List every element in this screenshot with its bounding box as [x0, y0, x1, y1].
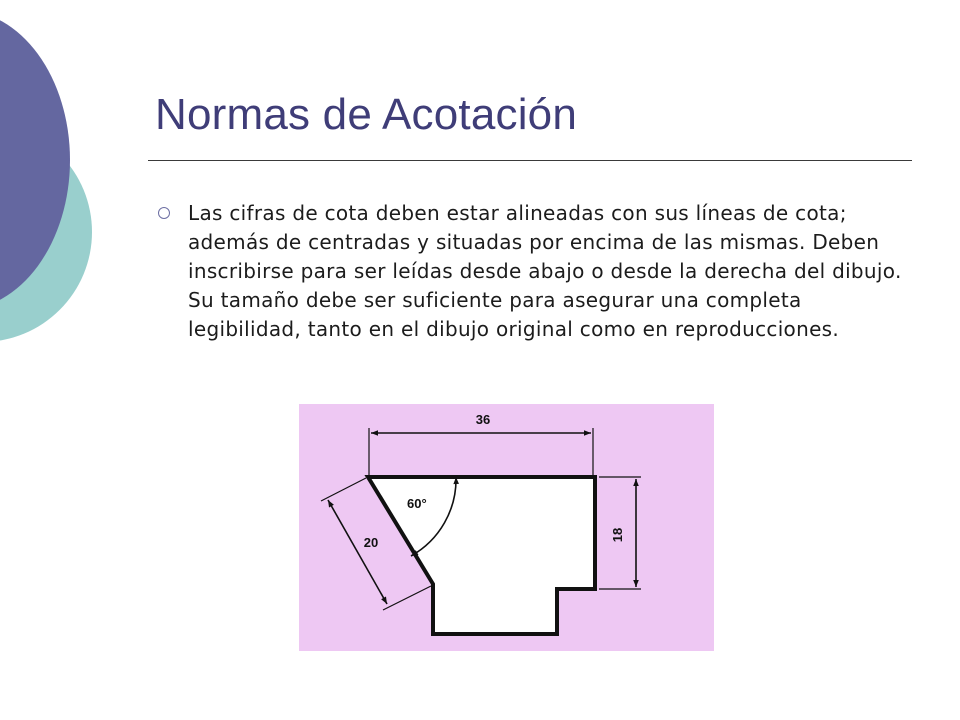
decorative-circles [0, 0, 120, 400]
angle-label: 60° [407, 496, 427, 511]
dimension-label-right: 18 [610, 527, 625, 543]
bullet-icon [158, 207, 170, 219]
dimension-label-slant: 20 [363, 535, 379, 550]
bullet-text: Las cifras de cota deben estar alineadas con sus líneas de cota; además de centradas y situadas por encima de las mismas. Deben inscribirse para ser leídas desde abajo o desde la derecha del dibujo. Su tamaño debe ser suficiente para asegurar una completa legibilidad, tanto en el dibujo original como en reproducciones. [188, 201, 902, 341]
slide-title: Normas de Acotación [155, 90, 578, 139]
title-divider [148, 160, 912, 161]
dimension-label-top: 36 [475, 412, 491, 427]
dimension-figure [299, 404, 714, 651]
dimension-drawing [299, 404, 714, 651]
